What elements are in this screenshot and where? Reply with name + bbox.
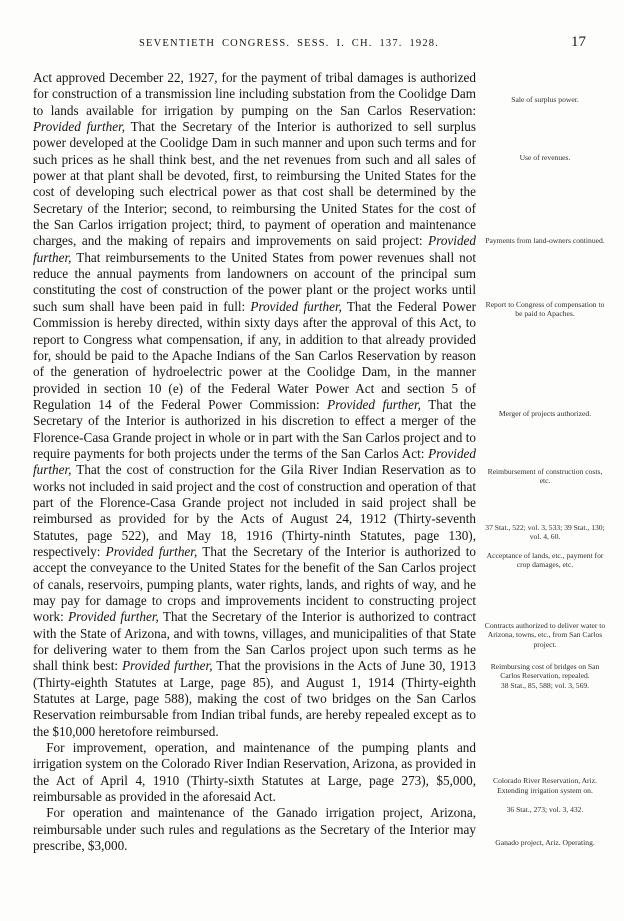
text-segment: That the Secretary of the Interior is authorized in his discretion to effect a merger of the Florence-Casa Grande project in whole or in part with the San Carlos project and to require payments for both projects under the terms of the San Carlos Act: [33,396,476,461]
proviso-italic: Provided further, [68,609,159,625]
margin-note-report-to-congress: Report to Congress of compensation to be paid to Apaches. [485,300,605,319]
paragraph-san-carlos [33,70,476,740]
margin-notes [484,0,608,921]
paragraph-ganado [33,805,476,854]
proviso-italic: Provided further, [250,298,342,314]
page-number: 17 [571,34,586,50]
proviso-italic: Provided further, [105,543,198,559]
running-head: SEVENTIETH CONGRESS. SESS. I. CH. 137. 1928. [139,38,440,49]
text-segment: For improvement, operation, and maintenance of the pumping plants and irrigation system on the Colorado River Indian Reservation, Arizona, as provided in the Act of April 4, 1910 (Thirty-sixth Statutes at Large, page 273), $5,000, reimbursable as provided in the aforesaid Act. [33,740,476,805]
margin-note-reimbursement-of-costs: Reimbursement of construction costs, etc. [487,467,603,486]
margin-note-bridges-repealed: Reimbursing cost of bridges on San Carlos Reservation, repealed. [490,662,600,681]
text-segment: That the Secretary of the Interior is authorized to accept the conveyance to the United States for the benefit of the San Carlos project of canals, reservoirs, pumping plants, water rights, lands, and rights of way, and he may pay for damage to crops and improvements incident to constructing project work: [33,543,476,625]
margin-note-use-of-revenues: Use of revenues. [519,153,571,162]
margin-note-statute-citation: 36 Stat., 273; vol. 3, 432. [506,805,584,814]
margin-note-contracts-authorized: Contracts authorized to deliver water to Arizona, towns, etc., from San Carlos project. [484,621,606,649]
margin-note-sale-of-surplus-power: Sale of surplus power. [511,95,579,104]
text-segment: That the Secretary of the Interior is authorized to contract with the State of Arizona, and with towns, villages, and municipalities of that State for delivering water to them from the San Carlos project upon such terms as he shall think best: [33,609,476,674]
margin-note-statute-citation: 38 Stat., 85, 588; vol. 3, 569. [500,681,590,690]
proviso-italic: Provided further, [327,396,421,412]
text-segment: That the Secretary of the Interior is authorized to sell surplus power developed at the Coolidge Dam in such manner and upon such terms and for such prices as he shall think best, and the net revenues from such and all sales of power at that plant shall be devoted, first, to reimbursing the United States for the cost of developing such electrical power as that cost shall be determined by the Secretary of the Interior; second, to reimbursing the United States for the cost of the San Carlos irrigation project; third, to payment of operation and maintenance charges, and the making of repairs and improvements on said project: [33,119,476,249]
margin-note-acceptance-of-lands: Acceptance of lands, etc., payment for crop damages, etc. [486,551,604,570]
proviso-italic: Provided further, [33,445,476,478]
proviso-italic: Provided further, [33,119,126,135]
text-segment: That the provisions in the Acts of June 30, 1913 (Thirty-eighth Statutes at Large, page 85), and August 1, 1914 (Thirty-eighth Statutes at Large, page 588), making the cost of two bridges on the San Carlos Reservation reimbursable from Indian tribal funds, are hereby repealed except as to the $10,000 heretofore reimbursed. [33,658,476,739]
margin-note-statute-citation: 37 Stat., 522; vol. 3, 533; 39 Stat., 130; vol. 4, 60. [485,523,605,542]
statute-body [33,70,476,855]
margin-note-payments-continued: Payments from land-owners continued. [485,236,605,245]
paragraph-colorado-river [33,740,476,805]
text-segment: That the cost of construction for the Gila River Indian Reservation as to works not included in said project and the cost of construction and operation of that part of the Florence-Casa Grande project not included in said project shall be reimbursed as provided for by the Acts of August 24, 1912 (Thirty-seventh Statutes, page 522), and May 18, 1916 (Thirty-ninth Statutes, page 130), respectively: [33,462,476,559]
text-segment: Act approved December 22, 1927, for the payment of tribal damages is authorized for construction of a transmission line including substation from the Coolidge Dam to lands available for irrigation by pumping on the San Carlos Reservation: [33,70,476,118]
margin-note-ganado-project: Ganado project, Ariz. Operating. [495,838,595,847]
text-segment: That reimbursements to the United States from power revenues shall not reduce the annual payments from landowners on account of the principal sum constituting the cost of construction of the power plant or the project works until such sum shall have been paid in full: [33,249,476,314]
margin-note-colorado-river: Colorado River Reservation, Ariz. [493,776,597,785]
margin-note-merger-of-projects: Merger of projects authorized. [498,409,592,418]
margin-note-extending-irrigation: Extending irrigation system on. [497,786,593,795]
proviso-italic: Provided further, [33,233,476,265]
text-segment: For operation and maintenance of the Ganado irrigation project, Arizona, reimbursable under such rules and regulations as the Secretary of the Interior may prescribe, $3,000. [33,805,476,854]
proviso-italic: Provided further, [122,658,213,674]
text-segment: That the Federal Power Commission is hereby directed, within sixty days after the approval of this Act, to report to Congress what compensation, if any, in addition to that already provided for, should be paid to the Apache Indians of the San Carlos Reservation by reason of the generation of hydroelectric power at the Coolidge Dam, in the manner provided in section 10 (e) of the Federal Water Power Act and section 5 of Regulation 14 of the Federal Power Commission: [33,298,476,412]
